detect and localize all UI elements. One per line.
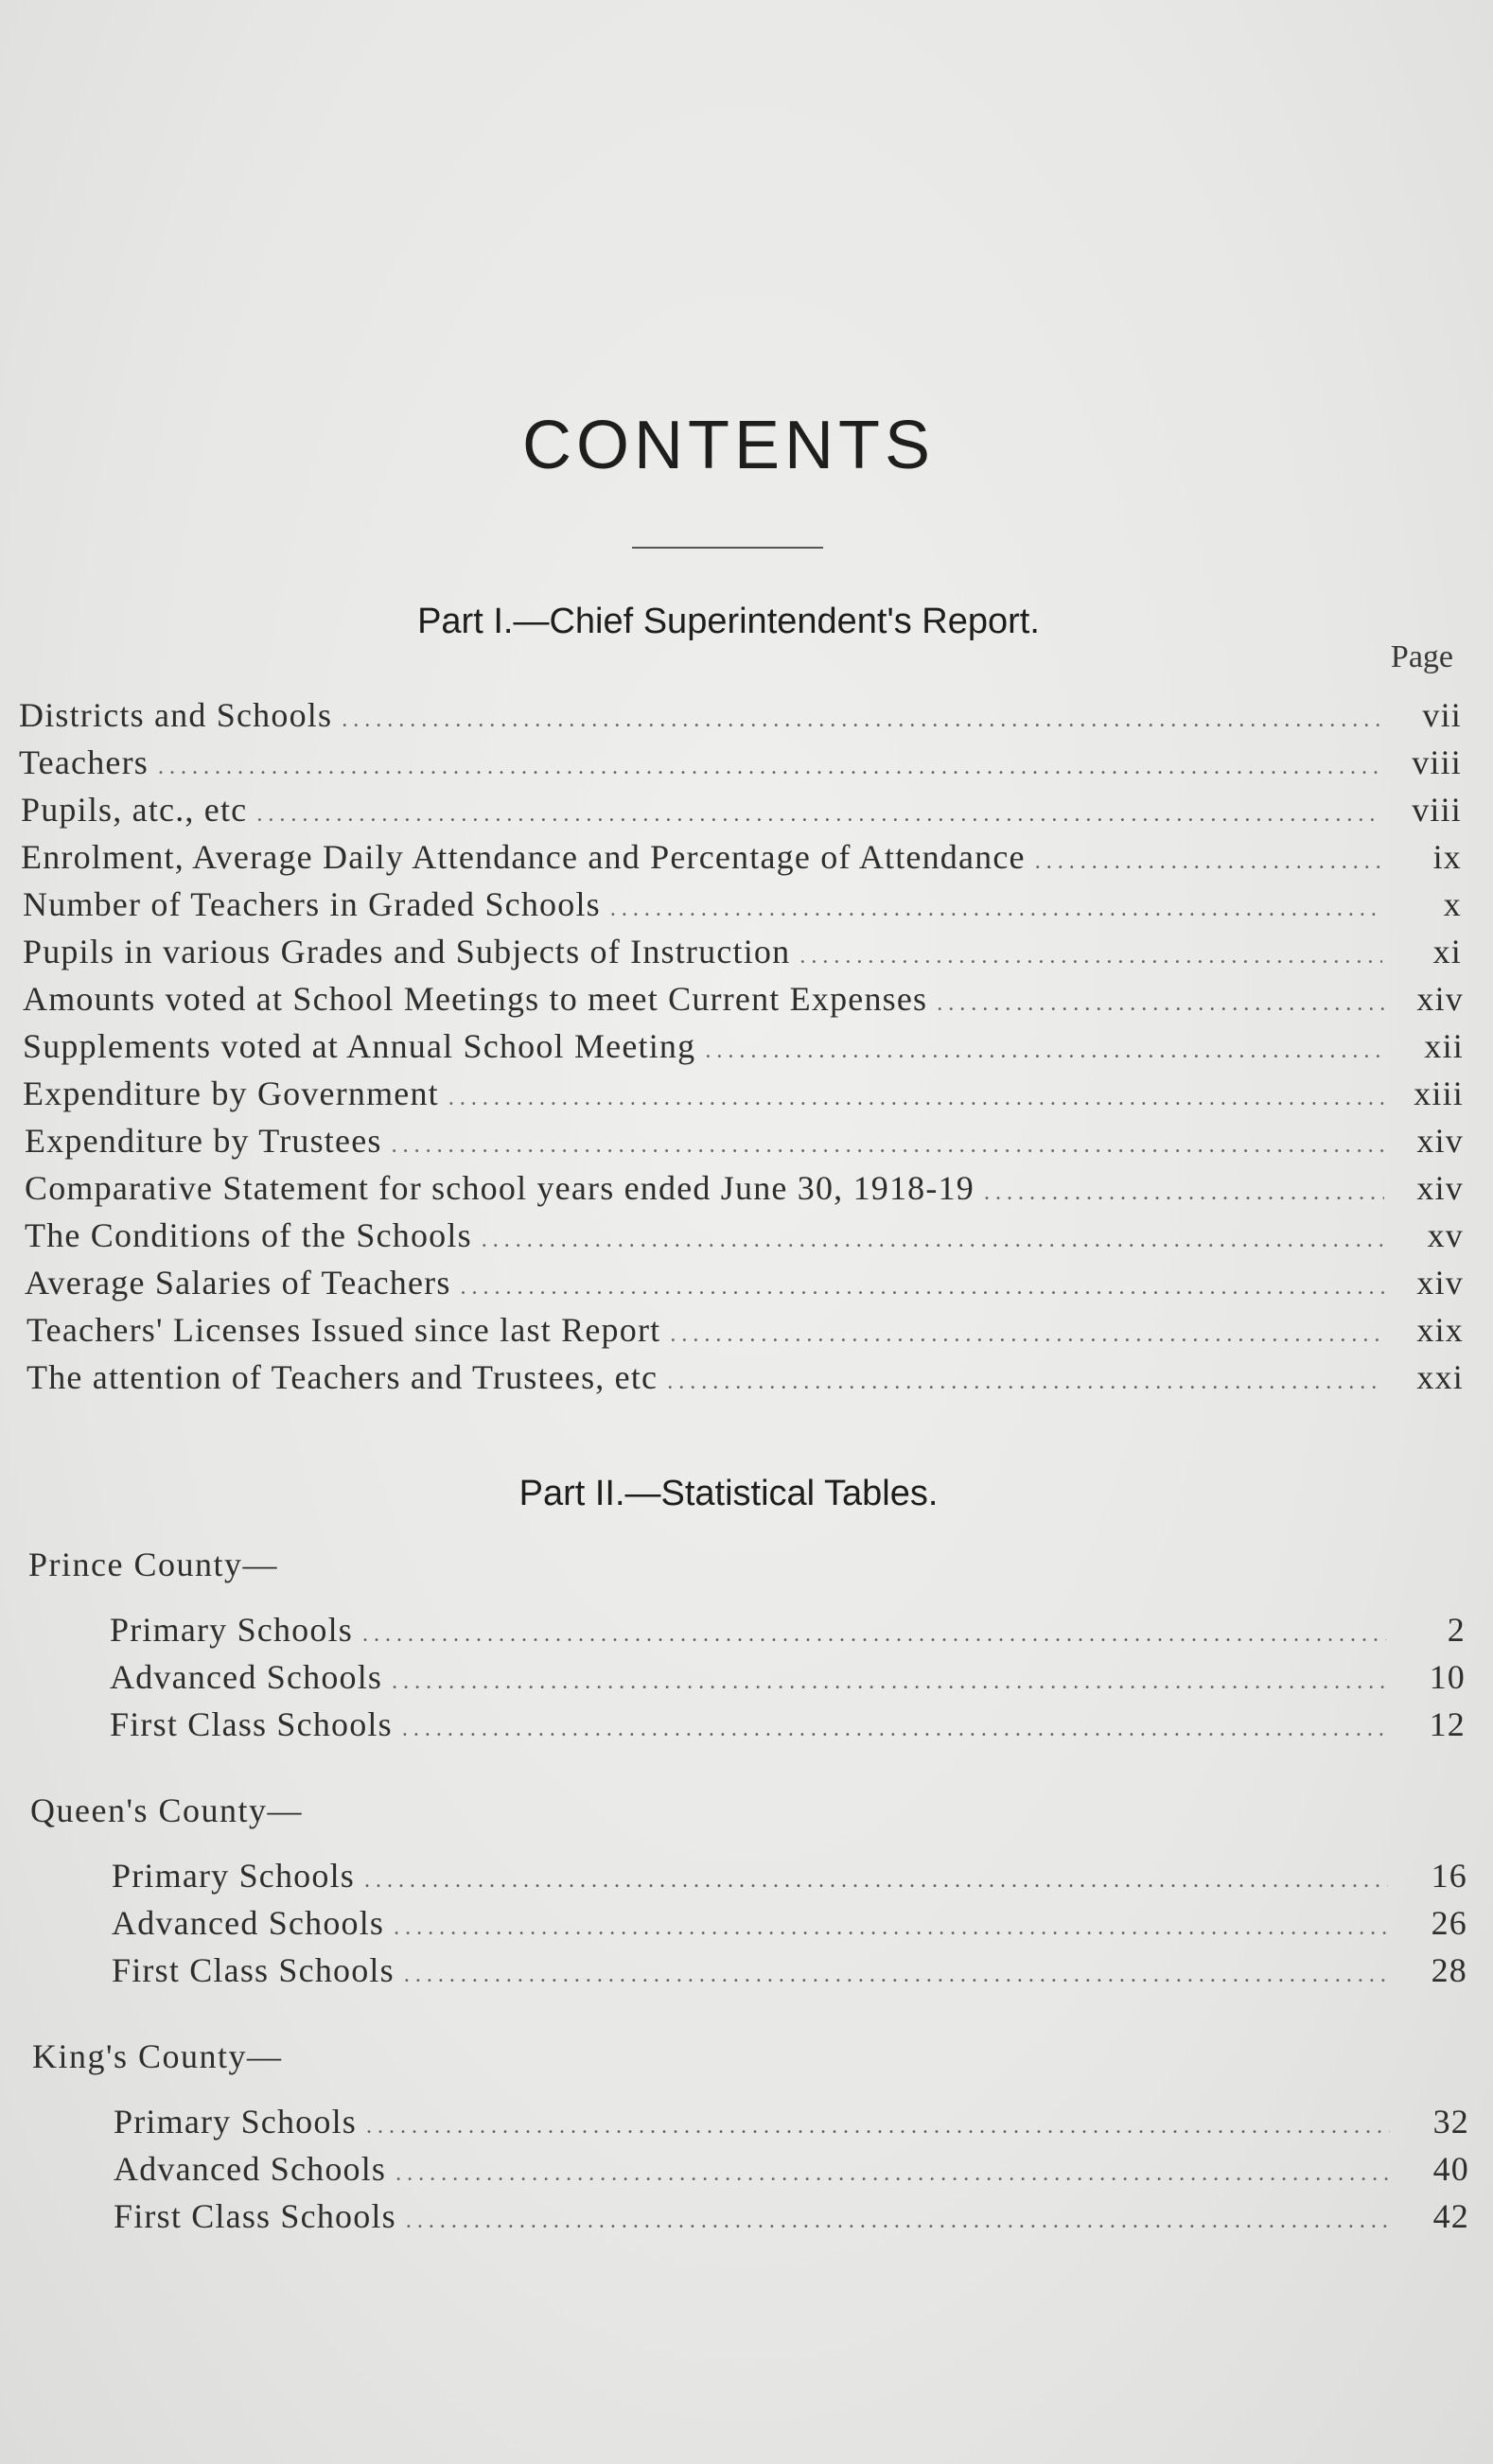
toc-entry-label: Amounts voted at School Meetings to meet Current Expenses [23,980,928,1018]
toc-entry [114,2149,1469,2196]
dot-leader [406,2196,1390,2236]
toc-entry-label: Expenditure by Government [23,1075,439,1112]
toc-entry [25,1215,1464,1263]
toc-entry [110,1704,1466,1752]
toc-entry-page: xv [1427,1216,1464,1254]
part-2-heading: Part II.—Statistical Tables. [518,1474,939,1513]
toc-entry-page: xiv [1416,1169,1464,1207]
toc-entry-page: viii [1412,743,1462,781]
toc-entry-label: Average Salaries of Teachers [25,1264,451,1302]
toc-entry-page: 10 [1429,1658,1466,1696]
toc-entry-label: The Conditions of the Schools [25,1216,472,1254]
toc-entry-label: Advanced Schools [114,2150,387,2188]
toc-entry [112,1856,1467,1903]
dot-leader [402,1704,1386,1744]
toc-entry [21,837,1462,884]
toc-entry-label: Pupils in various Grades and Subjects of Instruction [23,933,791,970]
page-title: CONTENTS [522,408,935,483]
toc-entry-page: xix [1416,1311,1464,1349]
county-heading: Prince County— [28,1546,278,1583]
toc-entry-label: Enrolment, Average Daily Attendance and Percentage of Attendance [21,838,1026,876]
toc-entry [23,932,1462,979]
toc-entry-label: First Class Schools [110,1705,393,1743]
toc-entry [23,1026,1464,1074]
dot-leader [1035,837,1382,877]
dot-leader [482,1215,1384,1255]
toc-entry-label: Primary Schools [112,1857,355,1895]
toc-entry-label: Teachers' Licenses Issued since last Report [26,1311,661,1349]
toc-entry-page: 26 [1431,1904,1467,1942]
dot-leader [366,2102,1390,2141]
toc-entry [25,1263,1464,1310]
dot-leader [937,979,1384,1019]
toc-entry-label: Expenditure by Trustees [25,1122,382,1160]
toc-entry [21,790,1462,837]
toc-entry [25,1121,1464,1168]
county-heading: King's County— [32,2037,283,2075]
dot-leader [610,884,1382,924]
toc-entry [19,695,1462,743]
toc-entry-label: First Class Schools [114,2197,396,2235]
dot-leader [448,1074,1384,1113]
toc-entry-page: 12 [1429,1705,1466,1743]
toc-entry-page: ix [1432,838,1462,876]
toc-entry [112,1950,1467,1998]
toc-entry-label: Supplements voted at Annual School Meeting [23,1027,696,1065]
dot-leader [392,1121,1384,1161]
toc-entry-page: 40 [1432,2150,1469,2188]
dot-leader [461,1263,1384,1302]
toc-entry-page: x [1443,885,1462,923]
toc-entry [25,1168,1464,1215]
toc-entry-page: xi [1432,933,1462,970]
toc-entry-label: Pupils, atc., etc [21,791,248,829]
dot-leader [158,743,1382,782]
toc-entry [23,1074,1464,1121]
dot-leader [404,1950,1388,1990]
dot-leader [364,1856,1388,1896]
toc-entry [26,1357,1464,1405]
dot-leader [705,1026,1384,1066]
toc-entry [23,884,1462,932]
toc-entry-label: Teachers [19,743,149,781]
toc-entry-page: xiii [1414,1075,1464,1112]
title-divider [632,547,823,549]
toc-entry-page: xxi [1416,1358,1464,1396]
dot-leader [256,790,1382,830]
toc-entry-page: xiv [1416,980,1464,1018]
dot-leader [362,1610,1386,1650]
dot-leader [395,2149,1390,2189]
toc-entry-page: xiv [1416,1122,1464,1160]
dot-leader [394,1903,1388,1943]
page-column-label: Page [1390,639,1453,674]
toc-entry [19,743,1462,790]
toc-entry-page: 2 [1447,1611,1466,1649]
toc-entry-page: viii [1412,791,1462,829]
toc-entry [110,1610,1466,1657]
toc-entry-label: Number of Teachers in Graded Schools [23,885,601,923]
dot-leader [799,932,1382,971]
toc-entry-label: First Class Schools [112,1951,395,1989]
dot-leader [392,1657,1386,1697]
toc-entry [110,1657,1466,1704]
toc-entry [114,2196,1469,2244]
toc-entry [114,2102,1469,2149]
toc-entry-page: 32 [1432,2103,1469,2141]
part-1-heading: Part I.—Chief Superintendent's Report. [417,602,1040,641]
toc-entry-page: 28 [1431,1951,1467,1989]
toc-entry-label: Primary Schools [110,1611,353,1649]
county-heading: Queen's County— [30,1791,303,1829]
toc-entry-page: 42 [1432,2197,1469,2235]
toc-entry [112,1903,1467,1950]
dot-leader [984,1168,1384,1208]
toc-entry-label: Advanced Schools [112,1904,385,1942]
dot-leader [342,695,1382,735]
toc-entry [23,979,1464,1026]
toc-entry-label: Advanced Schools [110,1658,383,1696]
toc-entry-label: The attention of Teachers and Trustees, etc [26,1358,659,1396]
toc-entry-label: Primary Schools [114,2103,357,2141]
toc-entry-page: vii [1422,696,1462,734]
dot-leader [670,1310,1384,1350]
toc-entry [26,1310,1464,1357]
toc-entry-page: 16 [1431,1857,1467,1895]
dot-leader [667,1357,1384,1397]
toc-entry-page: xii [1424,1027,1464,1065]
toc-entry-label: Districts and Schools [19,696,333,734]
toc-entry-page: xiv [1416,1264,1464,1302]
toc-entry-label: Comparative Statement for school years ended June 30, 1918-19 [25,1169,975,1207]
